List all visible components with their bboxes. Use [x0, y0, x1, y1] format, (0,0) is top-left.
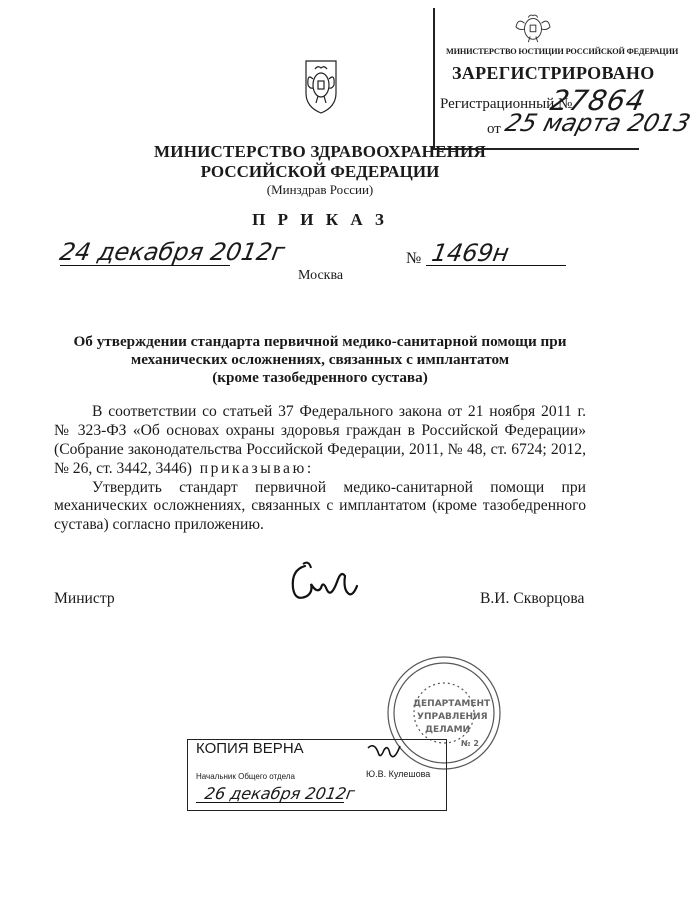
- body-line-4-prefix: № 26, ст. 3442, 3446): [54, 460, 192, 477]
- minister-signature: [283, 556, 363, 611]
- order-number-underline: [426, 265, 566, 266]
- copy-signature: [364, 738, 404, 768]
- registration-number-label: Регистрационный №: [440, 96, 573, 112]
- document-title-line1: Об утверждении стандарта первичной медико-санитарной помощи при: [73, 333, 567, 350]
- body-line-3: (Собрание законодательства Российской Федерации, 2011, № 48, ст. 6724; 2012,: [54, 441, 586, 458]
- order-date: 24 декабря 2012г: [57, 238, 287, 266]
- order-date-underline: [60, 265, 230, 266]
- eagle-emblem-icon: [514, 10, 552, 44]
- copy-certifier-name: Ю.В. Кулешова: [366, 769, 431, 779]
- order-verb: приказываю:: [199, 460, 314, 477]
- copy-date-underline: [196, 802, 344, 803]
- document-type: П Р И К А З: [252, 210, 388, 229]
- coat-of-arms-icon: [296, 55, 346, 115]
- order-number: 1469н: [429, 239, 512, 267]
- registration-date: 25 марта 2013: [502, 109, 693, 137]
- document-title-line2: механических осложнениях, связанных с имплантатом: [130, 351, 510, 368]
- order-city: Москва: [298, 268, 344, 283]
- registration-status: ЗАРЕГИСТРИРОВАНО: [452, 63, 655, 83]
- ministry-name-line2: РОССИЙСКОЙ ФЕДЕРАЦИИ: [200, 162, 440, 181]
- signatory-name: В.И. Скворцова: [480, 590, 585, 607]
- order-number-label: №: [406, 250, 422, 267]
- body-line-6: механических осложнениях, связанных с имплантатом (кроме тазобедренного: [54, 497, 586, 514]
- registration-number: 27864: [547, 84, 649, 117]
- copy-certified-title: КОПИЯ ВЕРНА: [196, 740, 304, 757]
- document-title-line3: (кроме тазобедренного сустава): [212, 369, 428, 386]
- round-stamp-text-1: ДЕПАРТАМЕНТ: [413, 699, 491, 709]
- round-stamp-text-2: УПРАВЛЕНИЯ: [417, 712, 488, 722]
- registration-date-label: от: [487, 121, 501, 137]
- body-line-4: [54, 460, 586, 478]
- body-line-5: Утвердить стандарт первичной медико-санитарной помощи при: [92, 479, 586, 496]
- ministry-short-name: (Минздрав России): [266, 182, 374, 197]
- ministry-name-line1: МИНИСТЕРСТВО ЗДРАВООХРАНЕНИЯ: [154, 142, 486, 161]
- body-line-7: сустава) согласно приложению.: [54, 516, 264, 533]
- round-stamp-text-3: ДЕЛАМИ: [425, 725, 471, 735]
- registration-ministry: МИНИСТЕРСТВО ЮСТИЦИИ РОССИЙСКОЙ ФЕДЕРАЦИИ: [446, 47, 679, 56]
- signatory-position: Министр: [54, 590, 115, 607]
- body-line-1: В соответствии со статьей 37 Федерального закона от 21 ноября 2011 г.: [92, 403, 586, 420]
- copy-certifier-position: Начальник Общего отдела: [196, 772, 295, 781]
- copy-certified-date: 26 декабря 2012г: [203, 784, 357, 803]
- round-stamp-text-4: № 2: [461, 739, 479, 748]
- body-line-2: № 323-ФЗ «Об основах охраны здоровья граждан в Российской Федерации»: [54, 422, 586, 439]
